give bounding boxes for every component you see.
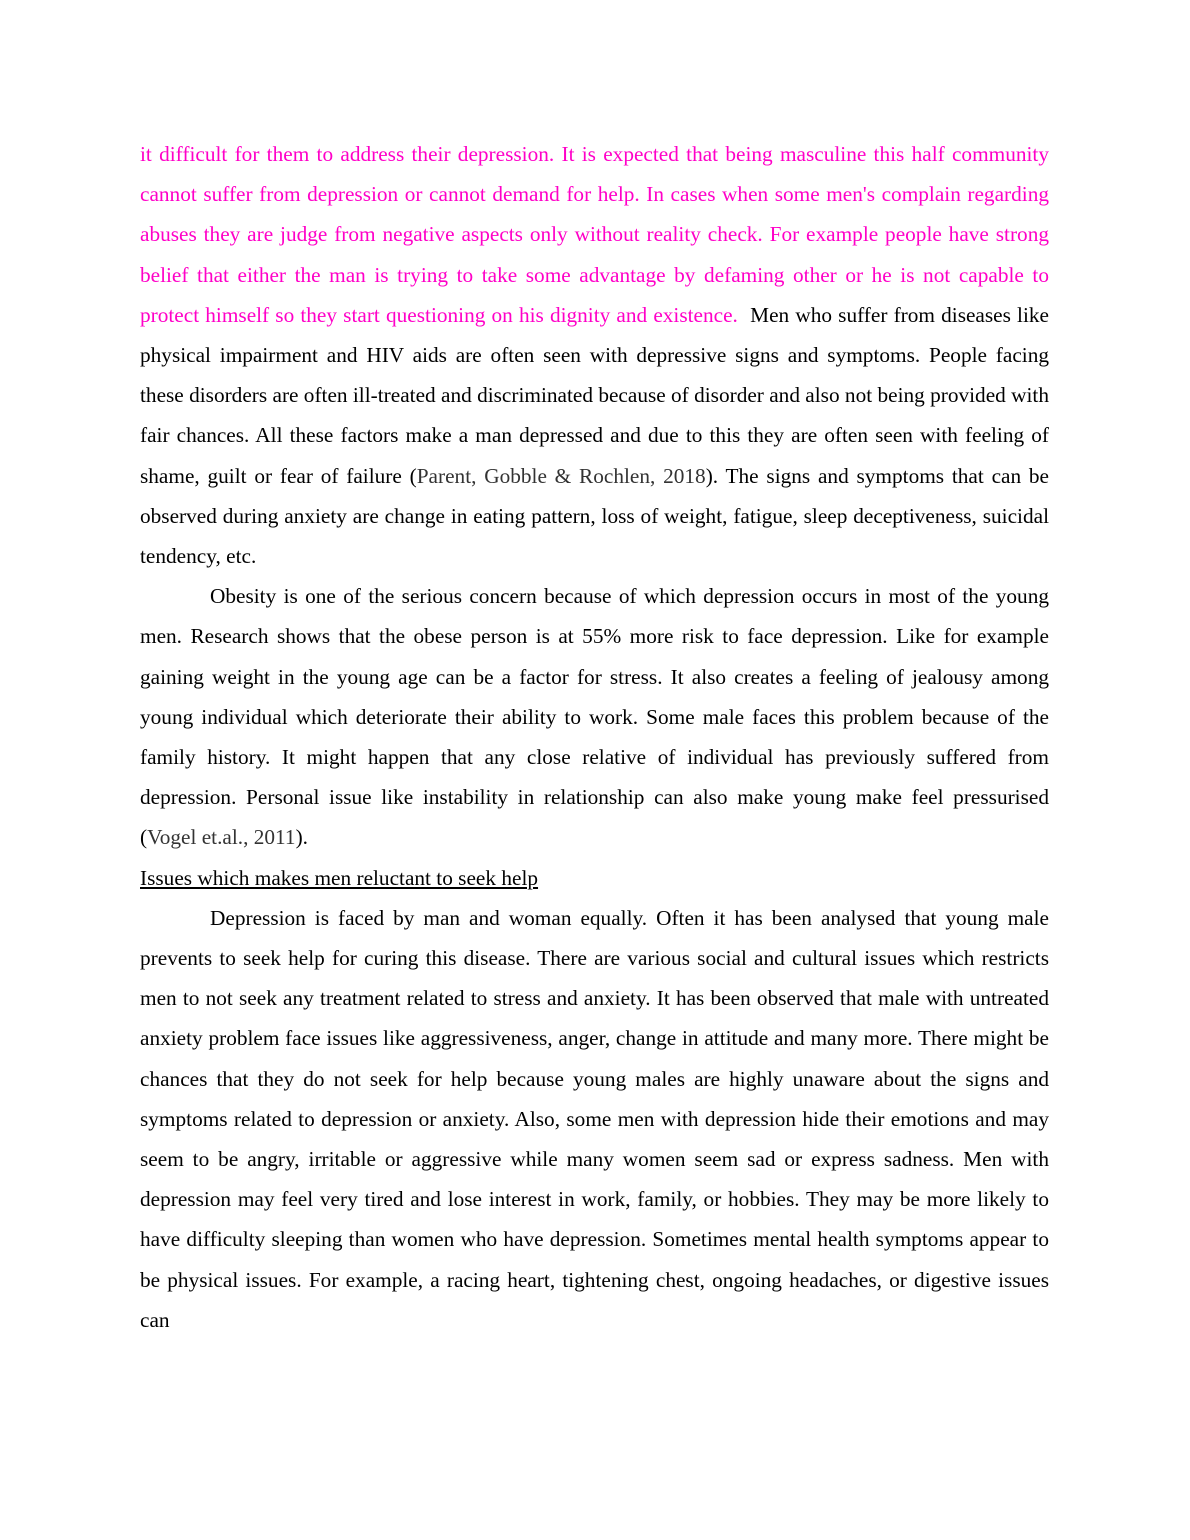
paragraph-2 [140, 576, 1049, 857]
paragraph-3: Depression is faced by man and woman equally. Often it has been analysed that young male prevents to seek help for curing this disease. There are various social and cultural issues which restricts men to not seek any treatment related to stress and anxiety. It has been observed that male with untreated anxiety problem face issues like aggressiveness, anger, change in attitude and many more. There might be chances that they do not seek for help because young males are highly unaware about the signs and symptoms related to depression or anxiety. Also, some men with depression hide their emotions and may seem to be angry, irritable or aggressive while many women seem sad or express sadness. Men with depression may feel very tired and lose interest in work, family, or hobbies. They may be more likely to have difficulty sleeping than women who have depression. Sometimes mental health symptoms appear to be physical issues. For example, a racing heart, tightening chest, ongoing headaches, or digestive issues can [140, 905, 1049, 1332]
paragraph-1 [140, 134, 1049, 576]
citation-vogel-2011: Vogel et.al., 2011 [147, 825, 296, 850]
paragraph-2-text-b: ). [295, 825, 308, 850]
paragraph-1-text-b: ). The signs and symptoms that can be observed during anxiety are change in eating pattern, loss of weight, fatigue, sleep deceptiveness, suicidal tendency, etc. [140, 463, 1049, 569]
paragraph-2-text-a: Obesity is one of the serious concern because of which depression occurs in most of the young men. Research shows that the obese person is at 55% more risk to face depression. Like for example gaining weight in the young age can be a factor for stress. It also creates a feeling of jealousy among young individual which deteriorate their ability to work. Some male faces this problem because of the family history. It might happen that any close relative of individual has previously suffered from depression. Personal issue like instability in relationship can also make young make feel pressurised ( [140, 584, 1049, 850]
document-body [140, 134, 1049, 1340]
paragraph-1-text-a: Men who suffer from diseases like physical impairment and HIV aids are often seen with depressive signs and symptoms. People facing these disorders are often ill-treated and discriminated because of disorder and also not being provided with fair chances. All these factors make a man depressed and due to this they are often seen with feeling of shame, guilt or fear of failure ( [140, 302, 1049, 488]
citation-parent-2018: Parent, Gobble & Rochlen, 2018 [416, 463, 706, 488]
highlighted-text: it difficult for them to address their depression. It is expected that being masculine this half community cannot suffer from depression or cannot demand for help. In cases when some men's complain regarding abuses they are judge from negative aspects only without reality check. For example people have strong belief that either the man is trying to take some advantage by defaming other or he is not capable to protect himself so they start questioning on his dignity and existence. [140, 142, 1049, 327]
section-heading: Issues which makes men reluctant to seek help [140, 865, 539, 890]
